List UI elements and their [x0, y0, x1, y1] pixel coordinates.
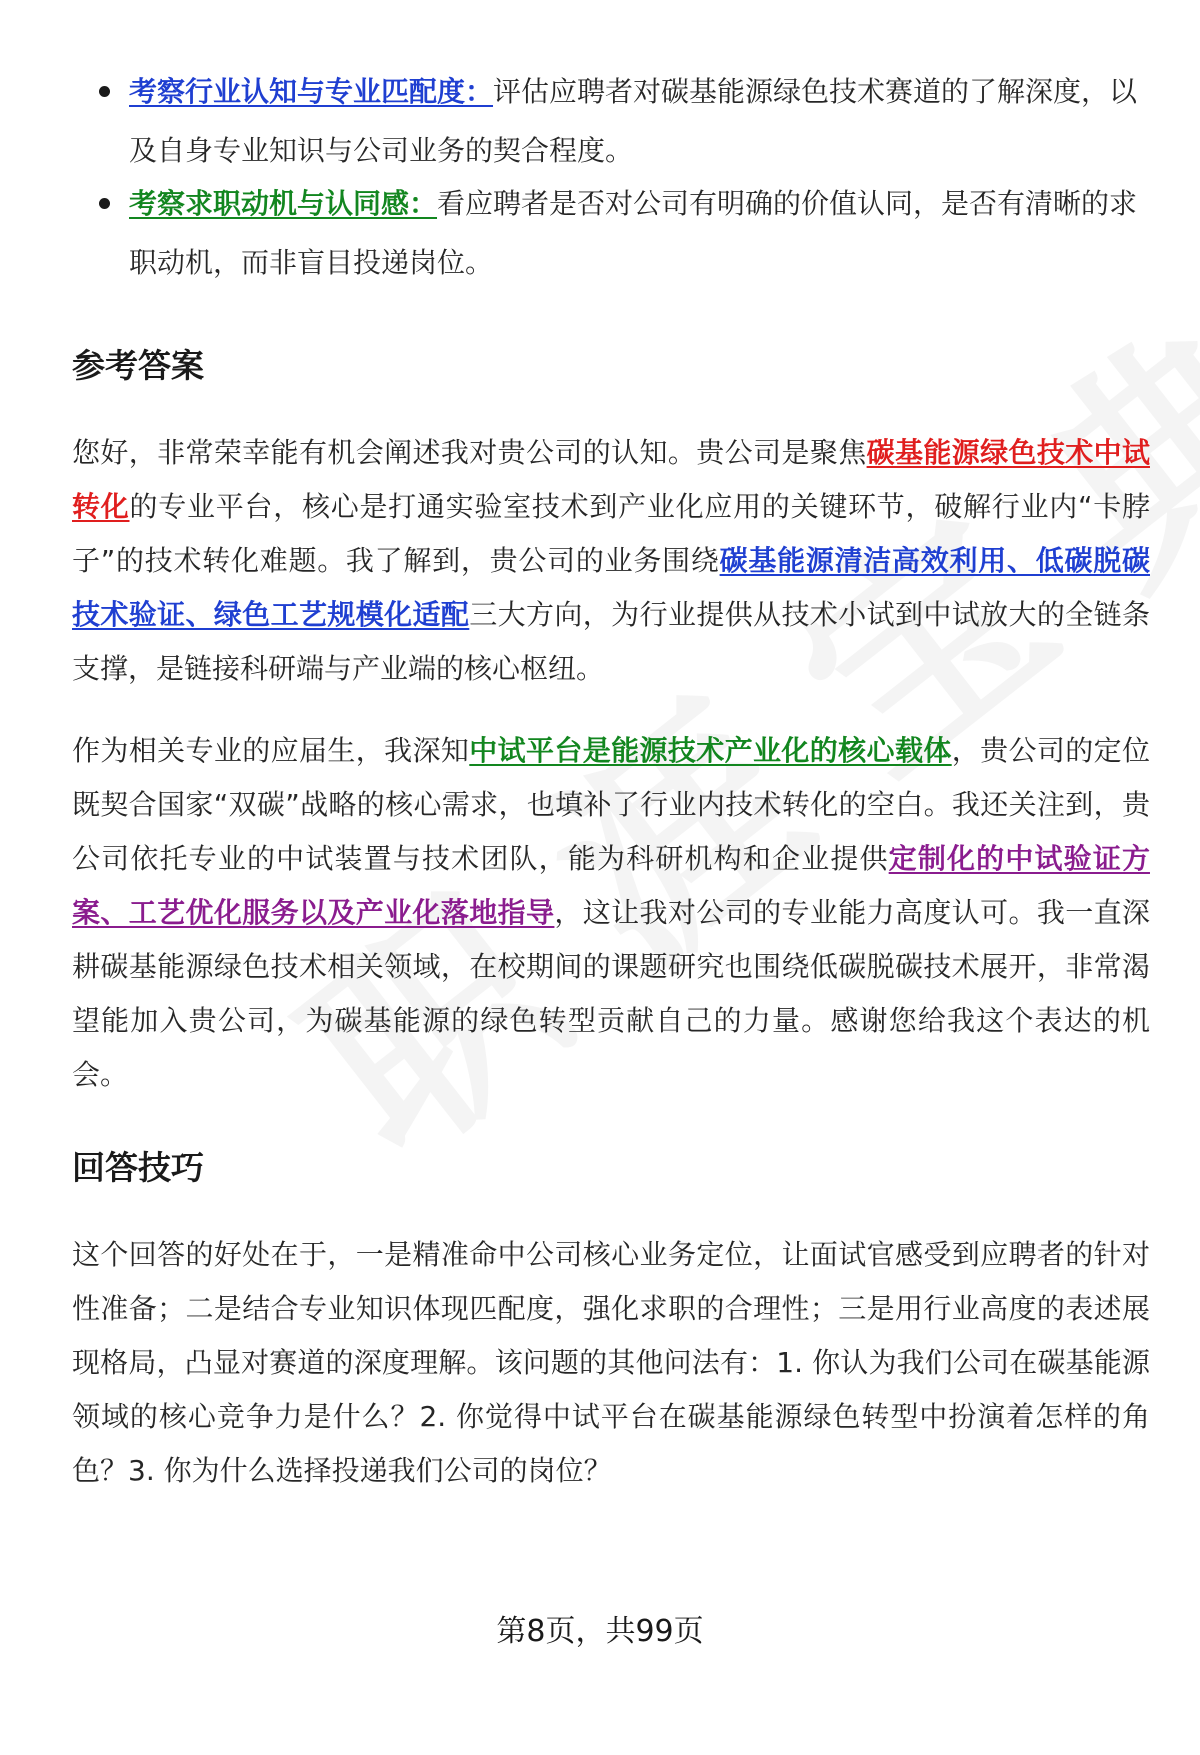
bullet-text: 评估应聘者对碳基能源绿色技术赛道的了解深度，以及自身专业知识与公司业务的契合程度。	[129, 75, 1138, 167]
text-run: ，这让我对公司的专业能力高度认可。我一直深耕碳基能源绿色技术相关领域，在校期间的课题研究也围绕低碳脱碳技术展开，非常渴望能加入贵公司，为碳基能源的绿色转型贡献自己的力量。感谢您给我这个表达的机会。	[72, 896, 1150, 1091]
bullet-dot-icon	[99, 86, 110, 97]
highlight-text: 定制化的中试验证方案、工艺优化服务以及产业化落地指导	[72, 842, 1150, 929]
page-number: 第8页，共99页	[496, 1614, 704, 1649]
bullet-list	[72, 62, 1150, 292]
highlight-text: 碳基能源绿色技术中试转化	[72, 436, 1150, 523]
text-run: 三大方向，为行业提供从技术小试到中试放大的全链条支撑，是链接科研端与产业端的核心枢纽。	[72, 598, 1150, 685]
bullet-label: 考察行业认知与专业匹配度：	[129, 75, 494, 108]
text-run: 作为相关专业的应届生，我深知	[72, 734, 470, 767]
answer-paragraph-2	[72, 724, 1150, 1102]
section-heading-answer: 参考答案	[72, 346, 204, 385]
bullet-label: 考察求职动机与认同感：	[129, 187, 438, 220]
bullet-text: 看应聘者是否对公司有明确的价值认同，是否有清晰的求职动机，而非盲目投递岗位。	[129, 187, 1138, 279]
page-content	[72, 62, 1150, 1498]
bullet-item-motivation	[72, 174, 1150, 292]
highlight-text: 碳基能源清洁高效利用、低碳脱碳技术验证、绿色工艺规模化适配	[72, 544, 1150, 631]
text-run: 的专业平台，核心是打通实验室技术到产业化应用的关键环节，破解行业内“卡脖子”的技术转化难题。我了解到，贵公司的业务围绕	[72, 490, 1150, 577]
bullet-item-industry	[72, 62, 1150, 180]
text-run: ，贵公司的定位既契合国家“双碳”战略的核心需求，也填补了行业内技术转化的空白。我还关注到，贵公司依托专业的中试装置与技术团队，能为科研机构和企业提供	[72, 734, 1150, 875]
text-run: 您好，非常荣幸能有机会阐述我对贵公司的认知。贵公司是聚焦	[72, 436, 867, 469]
highlight-text: 中试平台是能源技术产业化的核心载体	[469, 734, 952, 767]
bullet-dot-icon	[99, 198, 110, 209]
answer-paragraph-1	[72, 426, 1150, 696]
tips-paragraph: 这个回答的好处在于，一是精准命中公司核心业务定位，让面试官感受到应聘者的针对性准备；二是结合专业知识体现匹配度，强化求职的合理性；三是用行业高度的表述展现格局，凸显对赛道的深度理解。该问题的其他问法有：1. 你认为我们公司在碳基能源领域的核心竞争力是什么？2. 你觉得中试平台在碳基能源绿色转型中扮演着怎样的角色？3. 你为什么选择投递我们公司的岗位？	[72, 1238, 1150, 1487]
section-heading-tips: 回答技巧	[72, 1148, 204, 1187]
